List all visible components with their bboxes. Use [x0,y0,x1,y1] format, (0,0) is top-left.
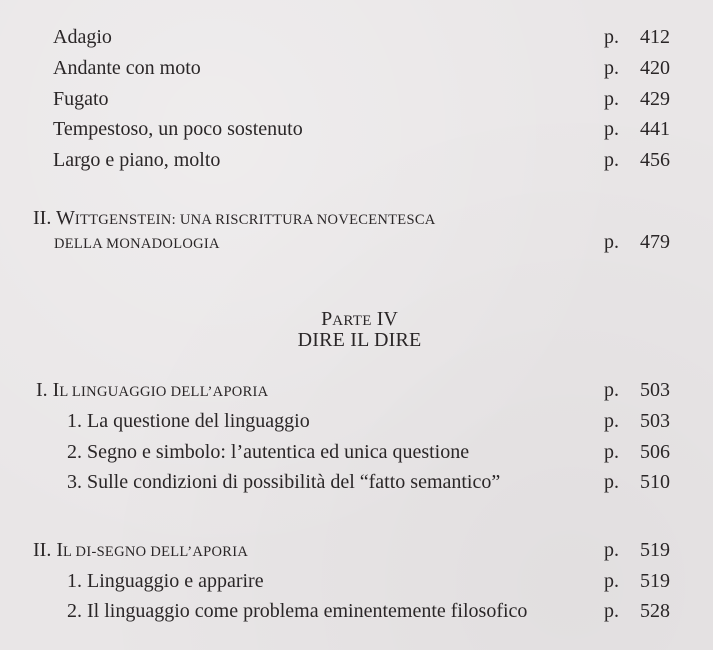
page-number: 519 [640,570,670,592]
chapter-title-cap: I [52,379,60,401]
chapter-title-cap: W [55,207,75,229]
chapter-title-line2-text: DELLA MONADOLOGIA [54,236,220,252]
page-number: 503 [640,410,670,432]
page-prefix: p. [604,441,619,463]
toc-entry [0,53,713,83]
entry-title: Andante con moto [53,57,201,79]
part-label-small: ARTE [332,313,372,329]
page-prefix: p. [604,379,619,401]
page-prefix: p. [604,600,619,622]
page-prefix: p. [604,149,619,171]
chapter-title [36,378,268,404]
toc-entry [0,84,713,114]
page-number: 528 [640,600,670,622]
section-title: 2. Il linguaggio come problema eminentemente filosofico [67,600,528,622]
page-prefix: p. [604,57,619,79]
section-title: 1. La questione del linguaggio [67,410,310,432]
toc-section [0,566,713,596]
page-number: 420 [640,57,670,79]
page-prefix: p. [604,570,619,592]
toc-section [0,437,713,467]
page-number: 510 [640,471,670,493]
chapter-heading-continued [0,227,713,257]
chapter-title [33,538,248,564]
entry-title: Largo e piano, molto [53,149,221,171]
part-label-cap: P [321,308,333,330]
section-title: 3. Sulle condizioni di possibilità del “fatto semantico” [67,471,501,493]
page-number: 479 [640,231,670,253]
toc-entry [0,114,713,144]
page-number: 519 [640,539,670,561]
chapter-numeral: I. [36,379,53,401]
chapter-numeral: II. [33,539,57,561]
chapter-title-small: ITTGENSTEIN [74,212,172,228]
page-prefix: p. [604,118,619,140]
section-title: 1. Linguaggio e apparire [67,570,264,592]
entry-title: Fugato [53,88,109,110]
toc-section [0,596,713,626]
part-title: DIRE IL DIRE [297,329,422,351]
page-prefix: p. [604,26,619,48]
chapter-title-small: L DI-SEGNO DELL’APORIA [63,544,249,560]
chapter-title-small: L LINGUAGGIO DELL’APORIA [59,384,269,400]
page-prefix: p. [604,539,619,561]
page-number: 503 [640,379,670,401]
toc-entry [0,22,713,52]
chapter-title-cap: I [56,539,63,561]
toc-section [0,467,713,497]
section-title: 2. Segno e simbolo: l’autentica ed unica questione [67,441,470,463]
chapter-title-line2 [54,230,220,256]
page-prefix: p. [604,410,619,432]
toc-entry [0,145,713,175]
page-number: 412 [640,26,670,48]
page-prefix: p. [604,231,619,253]
chapter-heading [0,535,713,565]
page-number: 441 [640,118,670,140]
page-number: 429 [640,88,670,110]
toc-section [0,406,713,436]
page-prefix: p. [604,88,619,110]
page-number: 456 [640,149,670,171]
page-prefix: p. [604,471,619,493]
chapter-numeral: II. [33,207,56,229]
chapter-title-rest: : UNA RISCRITTURA NOVECENTESCA [171,212,436,228]
entry-title: Tempestoso, un poco sostenuto [53,118,303,140]
page-number: 506 [640,441,670,463]
chapter-heading [0,375,713,405]
part-label-numeral: IV [371,308,398,330]
entry-title: Adagio [53,26,112,48]
